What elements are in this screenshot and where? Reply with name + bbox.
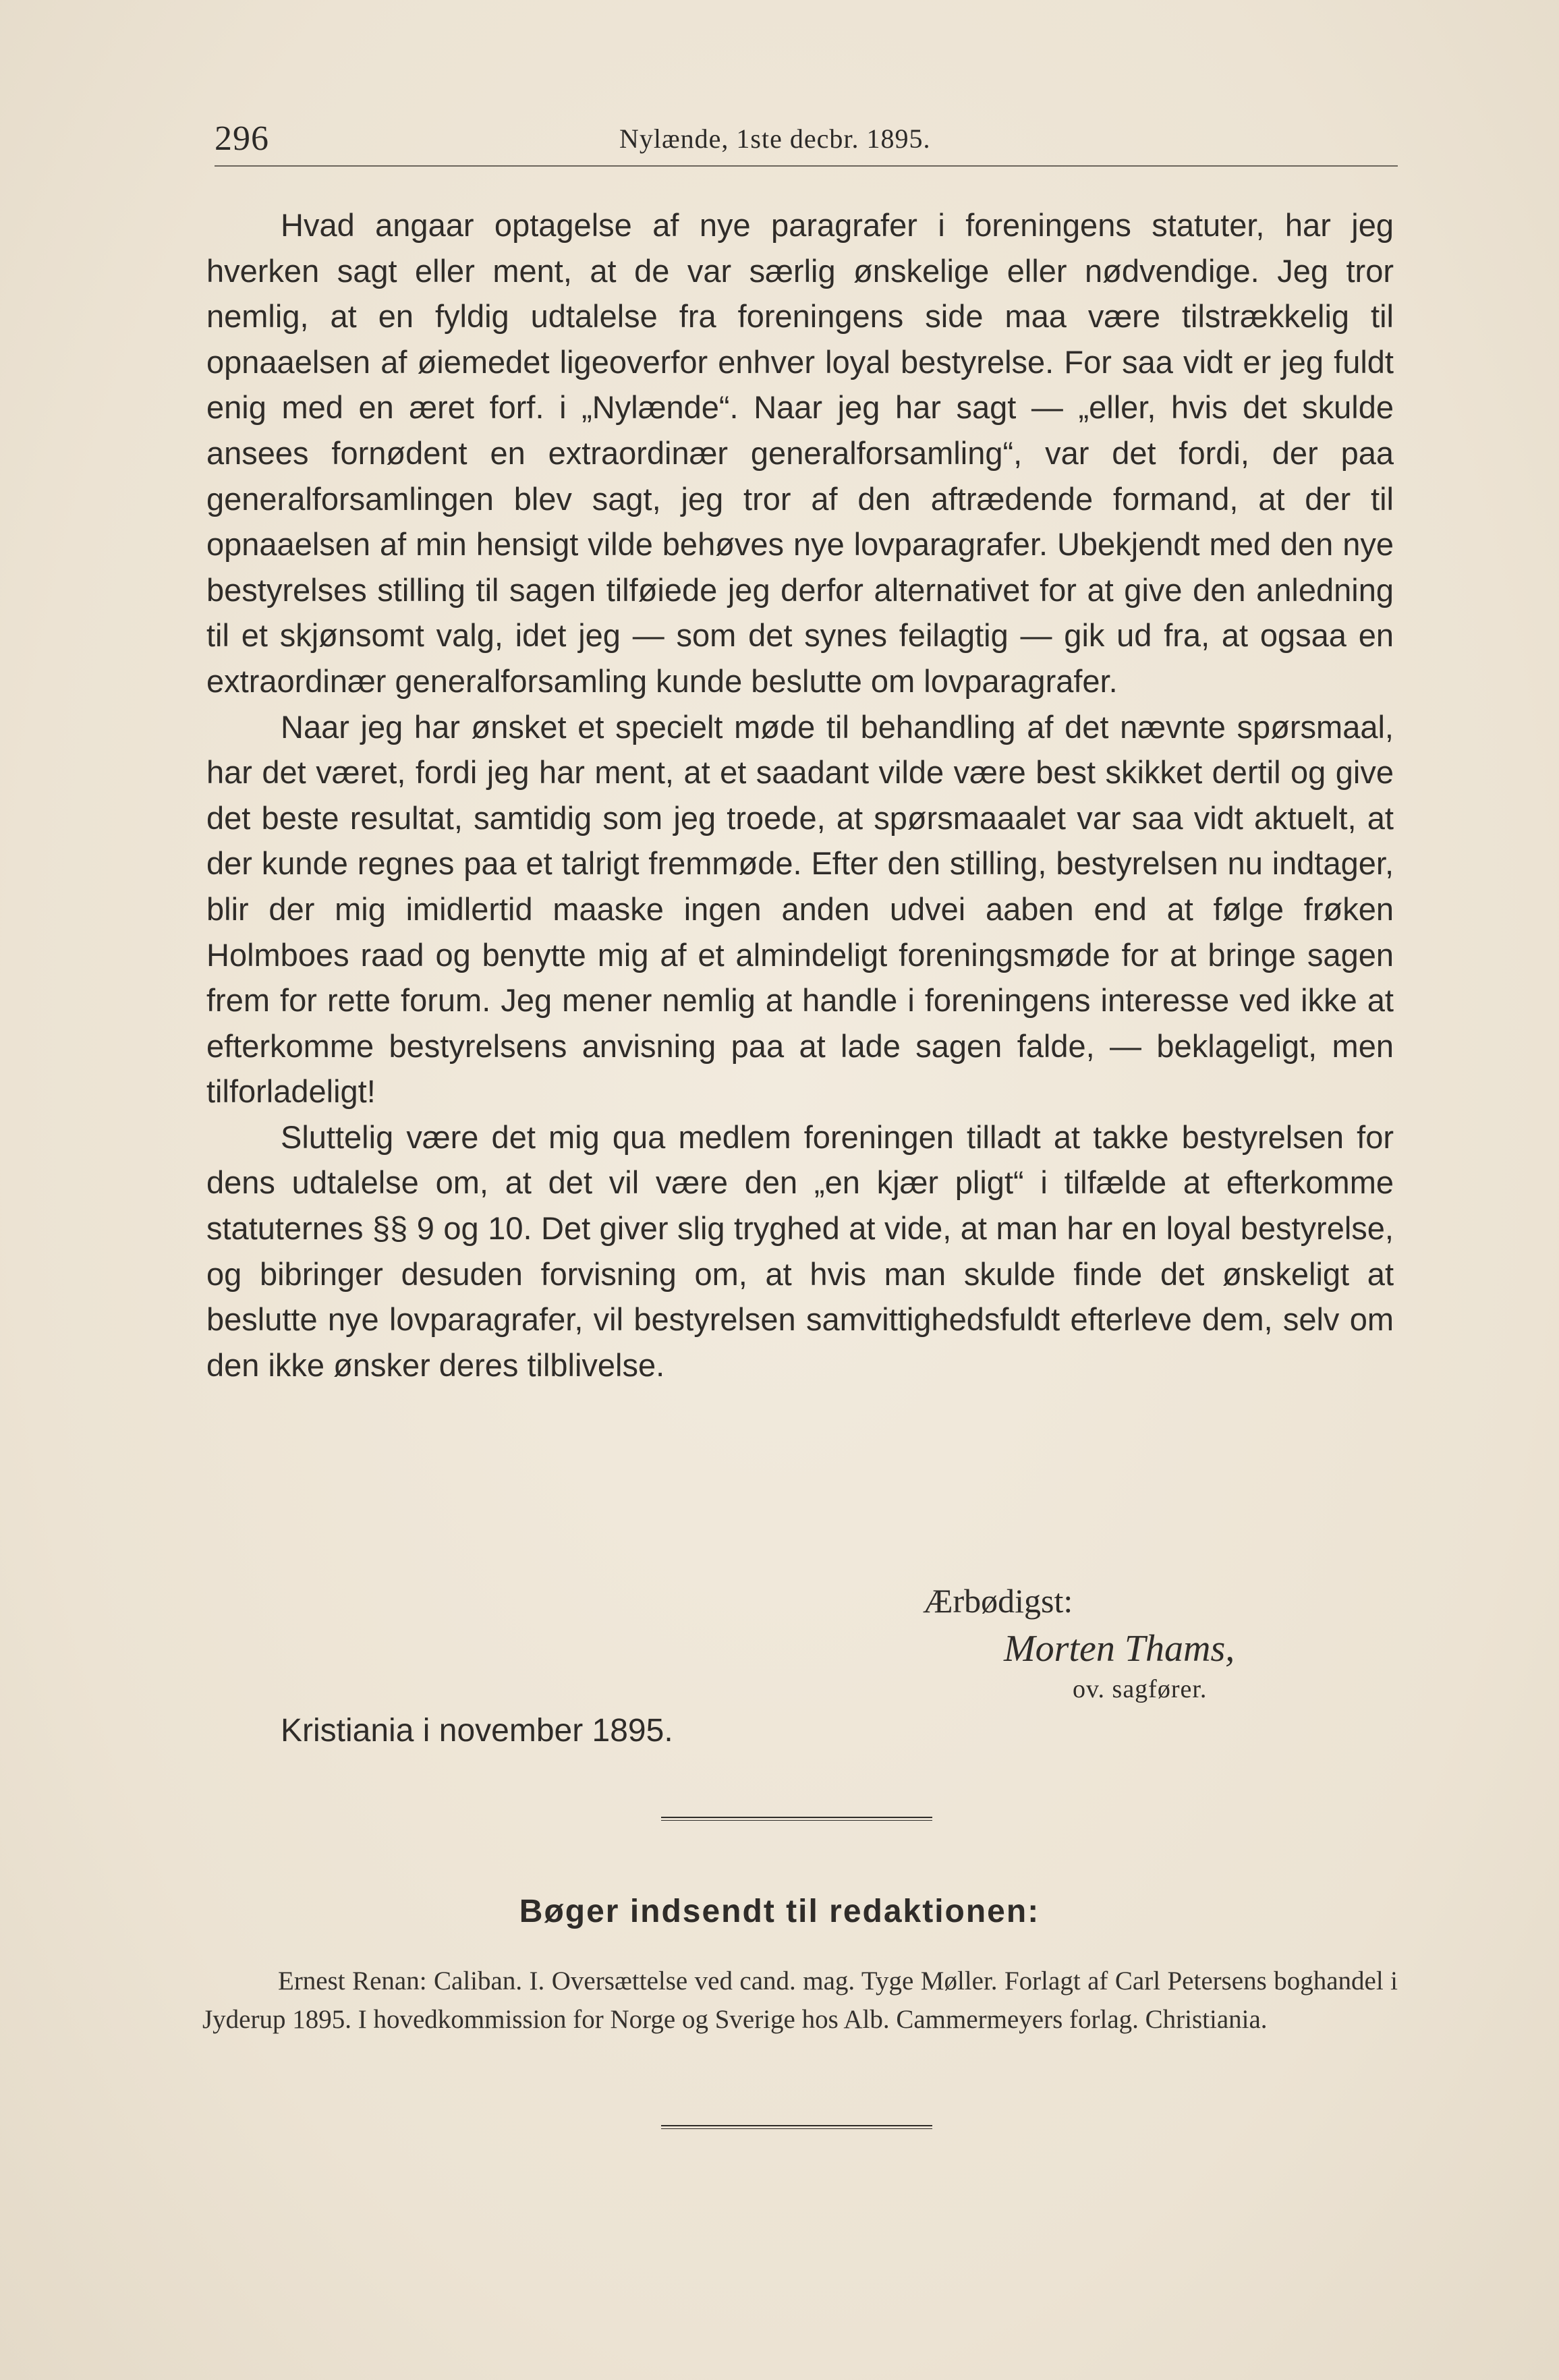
book-entry <box>202 1962 1398 2039</box>
letter-paragraph: Hvad angaar optagelse af nye paragrafer i foreningens statuter, har jeg hverken sagt eller ment, at de var særlig ønskelige eller nødvendige. Jeg tror nemlig, at en fyldig udtalelse fra foreningens side maa være tilstrækkelig til opnaaelsen af øiemedet ligeoverfor enhver loyal bestyrelse. For saa vidt er jeg fuldt enig med en æret forf. i „Nylænde“. Naar jeg har sagt — „eller, hvis det skulde ansees fornødent en extraordinær generalforsamling“, var det fordi, der paa generalforsamlingen blev sagt, jeg tror af den aftrædende formand, at der til opnaaelsen af min hensigt vilde behøves nye lovparagrafer. Ubekjendt med den nye bestyrelses stilling til sagen tilføiede jeg derfor alternativet for at give den anledning til et skjønsomt valg, idet jeg — som det synes feilagtig — gik ud fra, at ogsaa en extraordinær generalforsamling kunde beslutte om lovparagrafer. <box>206 207 1394 699</box>
page-number: 296 <box>215 119 269 158</box>
page-header <box>215 115 1398 169</box>
place-date: Kristiania i november 1895. <box>281 1713 673 1749</box>
letter-paragraph: Naar jeg har ønsket et specielt møde til behandling af det nævnte spørsmaal, har det været, fordi jeg har ment, at et saadant vilde være best skikket dertil og give det beste resultat, samtidig som jeg troede, at spørsmaaalet var saa vidt aktuelt, at der kunde regnes paa et talrigt fremmøde. Efter den stilling, bestyrelsen nu indtager, blir der mig imidlertid maaske ingen anden udvei aaben end at følge frøken Holmboes raad og benytte mig af et almindeligt foreningsmøde for at bringe sagen frem for rette forum. Jeg mener nemlig at handle i foreningens interesse ved ikke at efterkomme bestyrelsens anvisning paa at lade sagen falde, — beklageligt, men tilforladeligt! <box>206 708 1394 1110</box>
letter-closing: Ærbødigst: <box>923 1582 1073 1620</box>
letter-body <box>206 202 1394 1388</box>
signature-name: Morten Thams, <box>1004 1628 1235 1670</box>
running-title: Nylænde, 1ste decbr. 1895. <box>619 123 931 154</box>
section-divider <box>661 1817 932 1821</box>
section-heading: Bøger indsendt til redaktionen: <box>519 1894 1040 1929</box>
book-entry-text: Ernest Renan: Caliban. I. Oversættelse ved cand. mag. Tyge Møller. Forlagt af Carl Petersens boghandel i Jyderup 1895. I hovedkommission for Norge og Sverige hos Alb. Cammermeyers forlag. Christiania. <box>202 1966 1398 2034</box>
signature-title: ov. sagfører. <box>1073 1675 1208 1703</box>
letter-paragraph: Sluttelig være det mig qua medlem foreningen tilladt at takke bestyrelsen for dens udtalelse om, at det vil være den „en kjær pligt“ i tilfælde at efterkomme statuternes §§ 9 og 10. Det giver slig tryghed at vide, at man har en loyal bestyrelse, og bibringer desuden forvisning om, at hvis man skulde finde det ønskeligt at beslutte nye lovparagrafer, vil bestyrelsen samvittighedsfuldt efterleve dem, selv om den ikke ønsker deres tilblivelse. <box>206 1118 1394 1383</box>
header-rule <box>215 165 1398 167</box>
section-divider <box>661 2125 932 2130</box>
